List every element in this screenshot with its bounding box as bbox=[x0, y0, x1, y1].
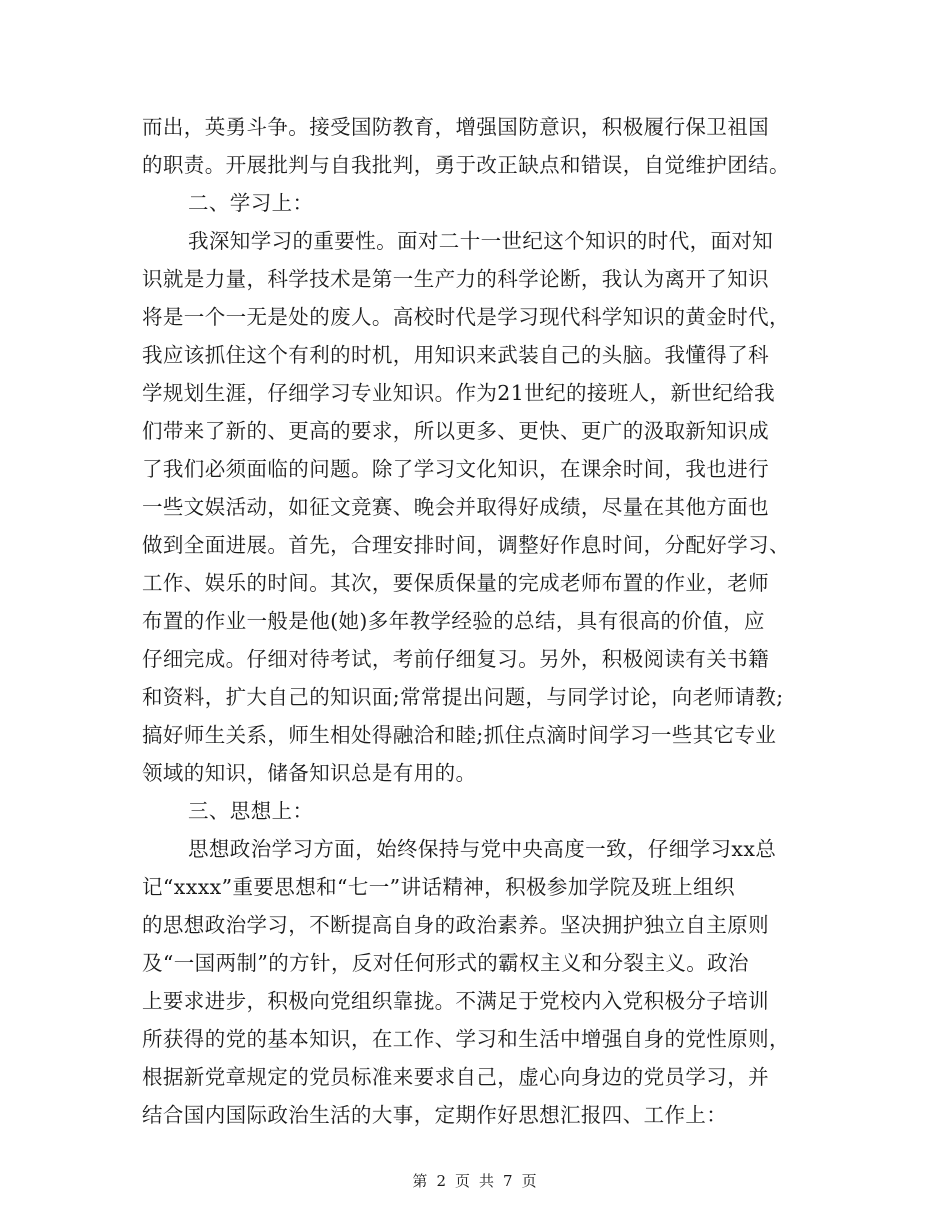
text-line: 的思想政治学习，不断提高自身的政治素养。坚决拥护独立自主原则 bbox=[142, 913, 769, 937]
text-line: 工作、娱乐的时间。其次，要保质保量的完成老师布置的作业，老师 bbox=[142, 571, 769, 595]
text-line: 仔细完成。仔细对待考试，考前仔细复习。另外，积极阅读有关书籍 bbox=[142, 647, 769, 671]
text-line: 思想政治学习方面，始终保持与党中央高度一致，仔细学习xx总 bbox=[188, 837, 777, 861]
text-line: 三、思想上： bbox=[188, 799, 314, 823]
footer-label-prefix: 第 bbox=[412, 1172, 429, 1190]
text-line: 布置的作业一般是他(她)多年教学经验的总结，具有很高的价值，应 bbox=[142, 609, 765, 633]
text-line: 所获得的党的基本知识，在工作、学习和生活中增强自身的党性原则， bbox=[142, 1027, 790, 1051]
footer-label-page: 页 bbox=[454, 1172, 471, 1190]
text-line: 们带来了新的、更高的要求，所以更多、更快、更广的汲取新知识成 bbox=[142, 419, 769, 443]
text-line: 将是一个一无是处的废人。高校时代是学习现代科学知识的黄金时代， bbox=[142, 305, 790, 329]
page-footer bbox=[0, 1170, 950, 1191]
text-line: 我深知学习的重要性。面对二十一世纪这个知识的时代，面对知 bbox=[188, 229, 774, 253]
text-line: 学规划生涯，仔细学习专业知识。作为21世纪的接班人，新世纪给我 bbox=[142, 381, 775, 405]
text-line: 上要求进步，积极向党组织靠拢。不满足于党校内入党积极分子培训 bbox=[142, 989, 769, 1013]
text-line: 搞好师生关系，师生相处得融洽和睦;抓住点滴时间学习一些其它专业 bbox=[142, 723, 777, 747]
text-line: 记“xxxx”重要思想和“七一”讲话精神，积极参加学院及班上组织 bbox=[142, 875, 735, 899]
footer-label-total: 共 bbox=[479, 1172, 496, 1190]
document-body bbox=[142, 108, 812, 1134]
text-line: 二、学习上： bbox=[188, 191, 314, 215]
text-line: 根据新党章规定的党员标准来要求自己，虚心向身边的党员学习，并 bbox=[142, 1065, 769, 1089]
footer-page-number: 2 bbox=[436, 1172, 447, 1190]
text-line: 结合国内国际政治生活的大事，定期作好思想汇报四、工作上： bbox=[142, 1103, 728, 1127]
text-line: 而出，英勇斗争。接受国防教育，增强国防意识，积极履行保卫祖国 bbox=[142, 115, 769, 139]
text-line: 一些文娱活动，如征文竞赛、晚会并取得好成绩，尽量在其他方面也 bbox=[142, 495, 769, 519]
text-line: 我应该抓住这个有利的时机，用知识来武装自己的头脑。我懂得了科 bbox=[142, 343, 769, 367]
text-line: 领域的知识，储备知识总是有用的。 bbox=[142, 761, 477, 785]
text-line: 做到全面进展。首先，合理安排时间，调整好作息时间，分配好学习、 bbox=[142, 533, 790, 557]
text-line: 的职责。开展批判与自我批判，勇于改正缺点和错误，自觉维护团结。 bbox=[142, 153, 790, 177]
text-line: 了我们必须面临的问题。除了学习文化知识，在课余时间，我也进行 bbox=[142, 457, 769, 481]
text-line: 识就是力量，科学技术是第一生产力的科学论断，我认为离开了知识 bbox=[142, 267, 769, 291]
footer-label-suffix: 页 bbox=[521, 1172, 538, 1190]
footer-total-pages: 7 bbox=[503, 1172, 514, 1190]
text-line: 和资料，扩大自己的知识面;常常提出问题，与同学讨论，向老师请教; bbox=[142, 685, 784, 709]
text-line: 及“一国两制”的方针，反对任何形式的霸权主义和分裂主义。政治 bbox=[142, 951, 749, 975]
